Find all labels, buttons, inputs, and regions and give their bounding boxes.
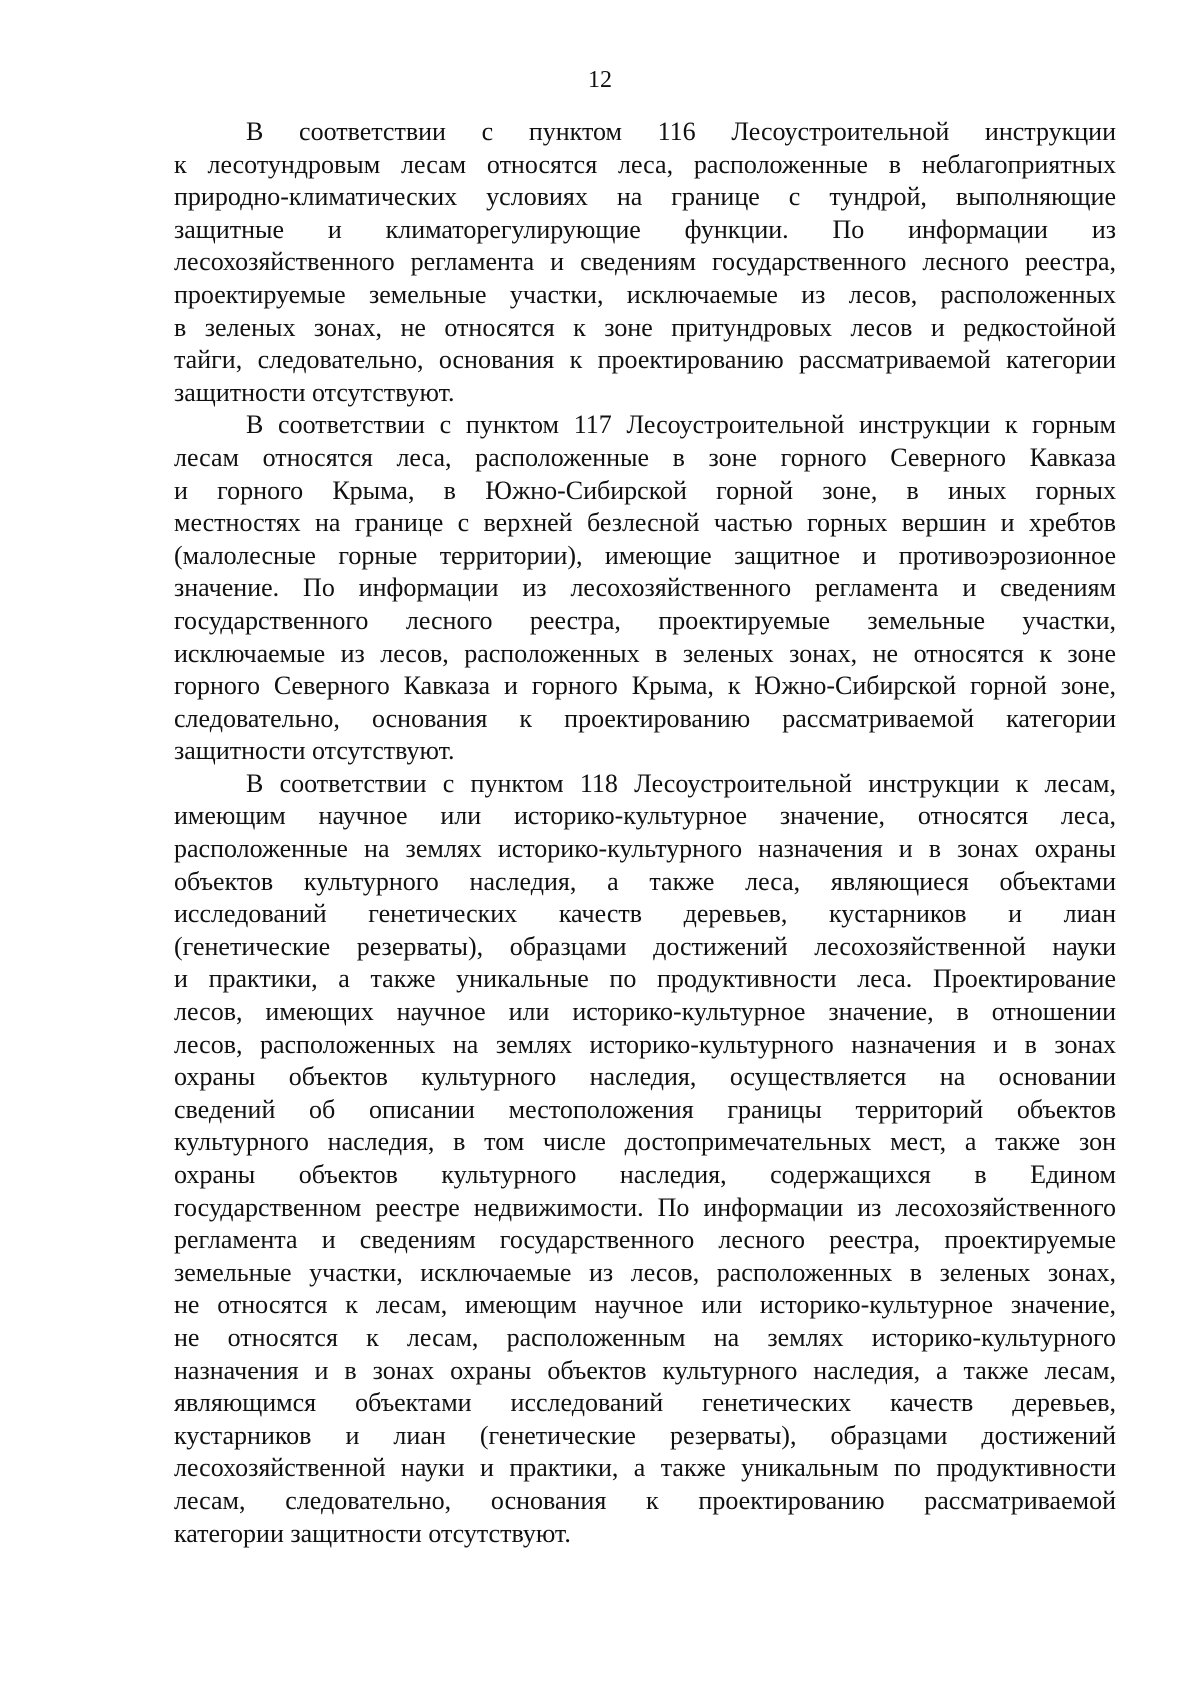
text-line: объектов культурного наследия, а также леса, являющиеся объектами	[174, 866, 1116, 896]
text-line: следовательно, основания к проектированию рассматриваемой категории	[174, 703, 1116, 733]
text-line: государственного лесного реестра, проектируемые земельные участки,	[174, 605, 1116, 635]
paragraph	[174, 116, 1116, 409]
text-line: кустарников и лиан (генетические резерваты), образцами достижений	[174, 1420, 1116, 1450]
text-line: категории защитности отсутствуют.	[174, 1518, 571, 1548]
text-line: и горного Крыма, в Южно-Сибирской горной зоне, в иных горных	[174, 475, 1116, 505]
page-number: 12	[588, 67, 612, 93]
text-line: в зеленых зонах, не относятся к зоне притундровых лесов и редкостойной	[174, 312, 1116, 342]
text-line: лесов, имеющих научное или историко-культурное значение, в отношении	[174, 997, 1116, 1027]
text-line: государственном реестре недвижимости. По информации из лесохозяйственного	[174, 1192, 1116, 1222]
text-line: сведений об описании местоположения границы территорий объектов	[174, 1094, 1116, 1124]
text-line: (генетические резерваты), образцами достижений лесохозяйственной науки	[174, 931, 1116, 961]
text-line: и практики, а также уникальные по продуктивности леса. Проектирование	[174, 964, 1116, 994]
text-line: (малолесные горные территории), имеющие защитное и противоэрозионное	[174, 540, 1116, 570]
text-line: горного Северного Кавказа и горного Крыма, к Южно-Сибирской горной зоне,	[174, 671, 1116, 701]
text-line: не относятся к лесам, расположенным на землях историко-культурного	[174, 1322, 1116, 1352]
text-line: защитности отсутствуют.	[174, 377, 455, 407]
paragraph	[174, 768, 1116, 1550]
text-line: расположенные на землях историко-культурного назначения и в зонах охраны	[174, 834, 1116, 864]
document-body	[174, 116, 1116, 1550]
text-line: В соответствии с пунктом 116 Лесоустроительной инструкции	[246, 117, 1116, 146]
text-line: проектируемые земельные участки, исключаемые из лесов, расположенных	[174, 279, 1116, 309]
text-line: не относятся к лесам, имеющим научное или историко-культурное значение,	[174, 1290, 1116, 1320]
text-line: В соответствии с пунктом 117 Лесоустроительной инструкции к горным	[246, 410, 1116, 440]
text-line: земельные участки, исключаемые из лесов, расположенных в зеленых зонах,	[174, 1257, 1116, 1287]
text-line: регламента и сведениям государственного лесного реестра, проектируемые	[174, 1225, 1116, 1255]
text-line: значение. По информации из лесохозяйственного регламента и сведениям	[174, 573, 1116, 603]
text-line: защитные и климаторегулирующие функции. По информации из	[174, 214, 1116, 244]
text-line: назначения и в зонах охраны объектов культурного наследия, а также лесам,	[174, 1355, 1116, 1385]
text-line: лесам относятся леса, расположенные в зоне горного Северного Кавказа	[174, 442, 1116, 472]
text-line: природно-климатических условиях на границе с тундрой, выполняющие	[174, 182, 1116, 212]
text-line: исследований генетических качеств деревьев, кустарников и лиан	[174, 899, 1116, 929]
text-line: исключаемые из лесов, расположенных в зеленых зонах, не относятся к зоне	[174, 638, 1116, 668]
text-line: В соответствии с пунктом 118 Лесоустроительной инструкции к лесам,	[246, 768, 1116, 798]
text-line: защитности отсутствуют.	[174, 736, 455, 766]
text-line: являющимся объектами исследований генетических качеств деревьев,	[174, 1388, 1116, 1418]
text-line: местностях на границе с верхней безлесной частью горных вершин и хребтов	[174, 508, 1116, 538]
text-line: лесам, следовательно, основания к проектированию рассматриваемой	[174, 1485, 1116, 1515]
text-line: лесохозяйственной науки и практики, а также уникальным по продуктивности	[174, 1453, 1116, 1483]
text-line: лесов, расположенных на землях историко-культурного назначения и в зонах	[174, 1029, 1116, 1059]
text-line: тайги, следовательно, основания к проектированию рассматриваемой категории	[174, 345, 1116, 375]
text-line: охраны объектов культурного наследия, осуществляется на основании	[174, 1062, 1116, 1092]
text-line: к лесотундровым лесам относятся леса, расположенные в неблагоприятных	[174, 149, 1116, 179]
text-line: охраны объектов культурного наследия, содержащихся в Едином	[174, 1160, 1116, 1189]
paragraph	[174, 409, 1116, 768]
text-line: лесохозяйственного регламента и сведениям государственного лесного реестра,	[174, 247, 1116, 277]
text-line: имеющим научное или историко-культурное значение, относятся леса,	[174, 801, 1116, 831]
text-line: культурного наследия, в том числе достопримечательных мест, а также зон	[174, 1127, 1116, 1157]
